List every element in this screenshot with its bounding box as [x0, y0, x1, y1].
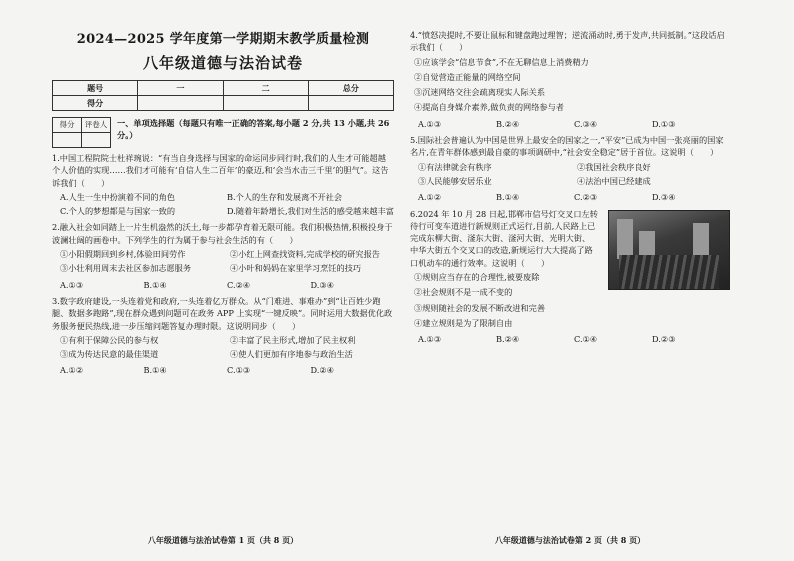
item-3: ③沉迷网络交往会疏离现实人际关系	[414, 87, 546, 98]
question-2: 2.融入社会如同踏上一片生机盎然的沃土,每一步都孕育着无限可能。我们积极热情,积极投身于波澜壮阔的画卷中。下列学生的行为属于参与社会生活的有（ ）	[52, 222, 393, 245]
exam-subject-title: 八年级道德与法治试卷	[142, 53, 303, 72]
option-a: A.人生一生中扮演着不同的角色	[60, 191, 175, 202]
score-cell	[308, 96, 393, 111]
answer-b: B.①④	[496, 192, 520, 203]
question-5-items	[418, 161, 730, 188]
item-2: ②我国社会秩序良好	[577, 161, 651, 172]
grader-cell	[82, 133, 111, 148]
item-2: ②小红上网查找资料,完成学校的研究报告	[230, 249, 380, 260]
question-6-block	[410, 208, 730, 269]
item-4: ④小叶和妈妈在家里学习烹饪的技巧	[230, 263, 362, 274]
grader-name-label: 评卷人	[82, 118, 111, 133]
answer-d: D.③④	[652, 192, 676, 203]
question-2-items	[60, 248, 394, 275]
answer-c: C.①④	[574, 334, 598, 345]
page-footer: 八年级道德与法治试卷第 1 页（共 8 页）	[147, 535, 299, 545]
item-3: ③小壮利用周末去社区参加志愿服务	[60, 263, 192, 274]
page-2	[410, 26, 730, 546]
item-1: ①有法律就会有秩序	[418, 161, 492, 172]
answer-a: A.①③	[418, 334, 442, 345]
item-1: ①应该学会“信息节食”,不在无聊信息上消费精力	[414, 56, 589, 67]
question-2-answers	[60, 279, 394, 291]
question-5-answers	[418, 191, 730, 203]
page-1	[52, 26, 394, 546]
question-6-answers	[418, 333, 730, 345]
answer-c: C.①③	[227, 365, 251, 376]
page-footer: 八年级道德与法治试卷第 2 页（共 8 页）	[494, 535, 646, 545]
answer-d: D.②③	[652, 334, 676, 345]
answer-a: A.①③	[418, 118, 442, 129]
score-cell	[138, 96, 223, 111]
question-6: 6.2024 年 10 月 28 日起,邯郸市信号灯交叉口左转待行可变车道进行新规则正式运行,目前,人民路上已完成东柳大街、滏东大街、滏河大街、光明大街、中华大街五个交叉口的改造,新规运行大大提高了路口机动车的通行效率。这说明（ ）	[410, 208, 598, 268]
answer-b: B.②④	[496, 334, 520, 345]
grader-table	[52, 117, 111, 148]
question-3-items	[60, 334, 394, 361]
answer-c: C.③④	[574, 118, 598, 129]
grader-cell	[53, 133, 82, 148]
score-table	[52, 80, 394, 111]
score-header-total: 总分	[308, 81, 393, 96]
question-1-options	[60, 191, 394, 218]
item-2: ②丰富了民主形式,增加了民主权利	[230, 334, 356, 345]
answer-b: B.①④	[143, 365, 167, 376]
item-1: ①小阳假期回到乡村,体验田间劳作	[60, 249, 186, 260]
question-4: 4.“愤怒决提时,不要让鼠标和键盘跑过理智；逆流涌动时,勇于发声,共同抵制。”这段话启示我们（ ）	[410, 30, 725, 53]
item-2: ②社会规则不是一成不变的	[414, 287, 513, 298]
answer-d: D.②④	[310, 365, 335, 376]
item-1: ①规则应当存在的合理性,被要废除	[414, 272, 540, 283]
traffic-photo	[608, 210, 730, 290]
item-4: ④法治中国已经建成	[577, 175, 651, 186]
score-header-part2: 二	[223, 81, 308, 96]
option-c: C.个人的梦想都是与国家一致的	[60, 206, 176, 217]
score-header-part1: 一	[138, 81, 223, 96]
item-1: ①有利于保障公民的参与权	[60, 334, 159, 345]
question-3-answers	[60, 364, 394, 376]
answer-b: B.②④	[496, 118, 520, 129]
answer-d: D.①③	[652, 118, 676, 129]
answer-a: A.①③	[60, 279, 84, 290]
item-2: ②自觉营造正能量的网络空间	[414, 71, 521, 82]
answer-c: C.②③	[574, 192, 598, 203]
section-header	[52, 117, 394, 148]
grader-score-label: 得分	[53, 118, 82, 133]
question-3: 3.数字政府建设,一头连着党和政府,一头连着亿万群众。从“门难进、事难办”到“让百姓少跑腿、数据多跑路”,现在群众遇到问题可在政务 APP 上实现“一键反映”。同时运用大数据优化政务服务便民热线,进一步压缩问题答复办理时限。这说明同步（ ）	[52, 295, 393, 331]
answer-a: A.①②	[418, 192, 442, 203]
score-row-label: 得分	[53, 96, 138, 111]
exam-title: 2024—2025 学年度第一学期期末教学质量检测	[76, 32, 370, 47]
item-3: ③成为传达民意的最佳渠道	[60, 349, 159, 360]
item-3: ③人民能够安居乐业	[418, 175, 492, 186]
option-d: D.随着年龄增长,我们对生活的感受越来越丰富	[226, 206, 394, 217]
item-3: ③规则随社会的发展不断改进和完善	[414, 302, 546, 313]
score-header-question: 题号	[53, 81, 138, 96]
answer-c: C.②④	[227, 279, 251, 290]
item-4: ④使人们更加有序地参与政治生活	[230, 349, 353, 360]
question-4-items	[414, 56, 730, 114]
question-1: 1.中国工程院院士杜祥琬说：“有当自身选择与国家的命运同步同行时,我们的人生才可能超越个人价值的实现……我们才可能有‘自信人生二百年’的豪迈,和‘会当水击三千里’的胆气”。这告诉我们（ ）	[52, 153, 389, 188]
section-title: 一、单项选择题（每题只有唯一正确的答案,每小题 2 分,共 13 小题,共 26 分。）	[117, 118, 390, 141]
answer-d: D.③④	[310, 279, 335, 290]
option-b: B.个人的生存和发展离不开社会	[226, 191, 343, 202]
question-4-answers	[418, 118, 730, 130]
question-5: 5.国际社会普遍认为中国是世界上最安全的国家之一,“平安”已成为中国一张亮丽的国家名片,在青年群体感到最自豪的事项调研中,“社会安全稳定”居于首位。这说明（ ）	[410, 135, 724, 158]
item-4: ④提高自身媒介素养,做负责的网络参与者	[414, 102, 564, 113]
item-4: ④建立规则是为了限制自由	[414, 317, 513, 328]
answer-a: A.①②	[60, 365, 84, 376]
answer-b: B.①④	[143, 279, 167, 290]
score-cell	[223, 96, 308, 111]
